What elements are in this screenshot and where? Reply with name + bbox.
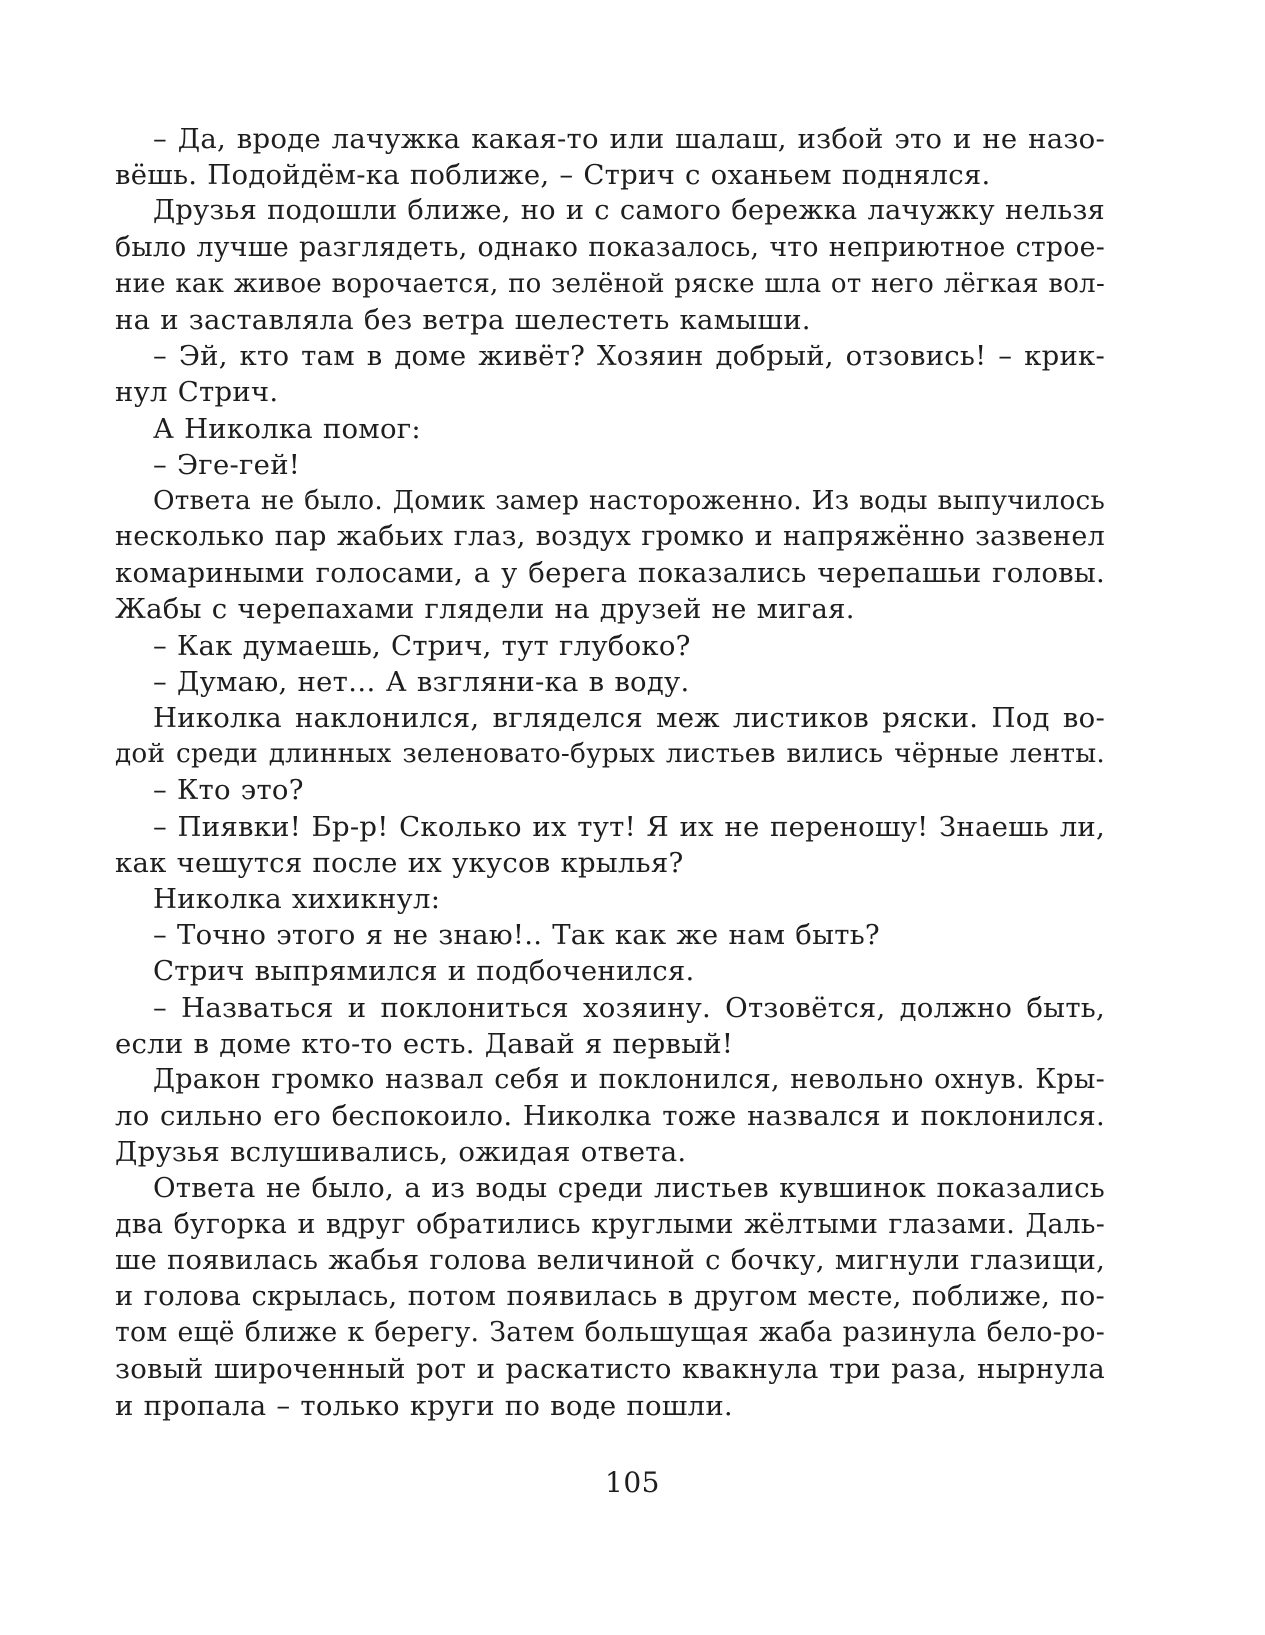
text-line: – Пиявки! Бр-р! Сколько их тут! Я их не переношу! Знаешь ли,: [153, 810, 1105, 843]
text-line: как чешутся после их укусов крылья?: [115, 846, 684, 879]
text-line: если в доме кто-то есть. Давай я первый!: [115, 1027, 734, 1060]
page-number: 105: [605, 1466, 660, 1499]
text-line: и голова скрылась, потом появилась в другом месте, поближе, по-: [115, 1281, 1105, 1312]
text-line: Николка наклонился, вгляделся меж листиков ряски. Под во-: [153, 702, 1105, 734]
text-line: Стрич выпрямился и подбоченился.: [153, 955, 695, 988]
text-line: ло сильно его беспокоило. Николка тоже назвался и поклонился.: [115, 1100, 1105, 1133]
text-line: – Да, вроде лачужка какая-то или шалаш, избой это и не назо-: [153, 123, 1105, 155]
body-text: [115, 121, 1105, 1424]
text-line: Друзья вслушивались, ожидая ответа.: [115, 1136, 687, 1169]
text-line: Жабы с черепахами глядели на друзей не мигая.: [115, 593, 855, 626]
text-line: – Кто это?: [153, 774, 304, 807]
text-line: – Эй, кто там в доме живёт? Хозяин добрый, отзовись! – крик-: [153, 340, 1105, 373]
text-line: – Как думаешь, Стрич, тут глубоко?: [153, 629, 691, 662]
text-line: было лучше разглядеть, однако показалось, что неприютное строе-: [115, 231, 1105, 263]
text-line: том ещё ближе к берегу. Затем большущая жаба разинула бело-ро-: [115, 1317, 1105, 1349]
text-line: Друзья подошли ближе, но и с самого бережка лачужку нельзя: [153, 195, 1105, 227]
text-line: ше появилась жабья голова величиной с бочку, мигнули глазищи,: [115, 1244, 1105, 1276]
text-line: зовый широченный рот и раскатисто квакнула три раза, нырнула: [115, 1353, 1105, 1386]
text-line: и пропала – только круги по воде пошли.: [115, 1389, 733, 1422]
text-line: – Эге-гей!: [153, 448, 301, 481]
text-line: дой среди длинных зеленовато-бурых листьев вились чёрные ленты.: [115, 739, 1105, 770]
text-line: – Думаю, нет… А взгляни-ка в воду.: [153, 665, 690, 698]
text-line: нул Стрич.: [115, 376, 279, 409]
text-line: ние как живое ворочается, по зелёной ряске шла от него лёгкая вол-: [115, 268, 1105, 299]
text-line: несколько пар жабьих глаз, воздух громко и напряжённо зазвенел: [115, 521, 1105, 553]
text-line: Ответа не было, а из воды среди листьев кувшинок показались: [153, 1172, 1105, 1205]
text-line: Николка хихикнул:: [153, 882, 441, 915]
text-line: комариными голосами, а у берега показались черепашьи головы.: [115, 557, 1105, 590]
text-line: вёшь. Подойдём-ка поближе, – Стрич с оханьем поднялся.: [115, 159, 991, 192]
text-line: Ответа не было. Домик замер настороженно. Из воды выпучилось: [153, 485, 1105, 516]
text-line: – Назваться и поклониться хозяину. Отзовётся, должно быть,: [153, 991, 1105, 1024]
text-line: на и заставляла без ветра шелестеть камыши.: [115, 303, 811, 336]
text-line: два бугорка и вдруг обратились круглыми жёлтыми глазами. Даль-: [115, 1208, 1105, 1240]
text-line: Дракон громко назвал себя и поклонился, невольно охнув. Кры-: [153, 1063, 1105, 1095]
text-line: А Николка помог:: [153, 412, 421, 445]
text-line: – Точно этого я не знаю!.. Так как же нам быть?: [153, 919, 880, 952]
